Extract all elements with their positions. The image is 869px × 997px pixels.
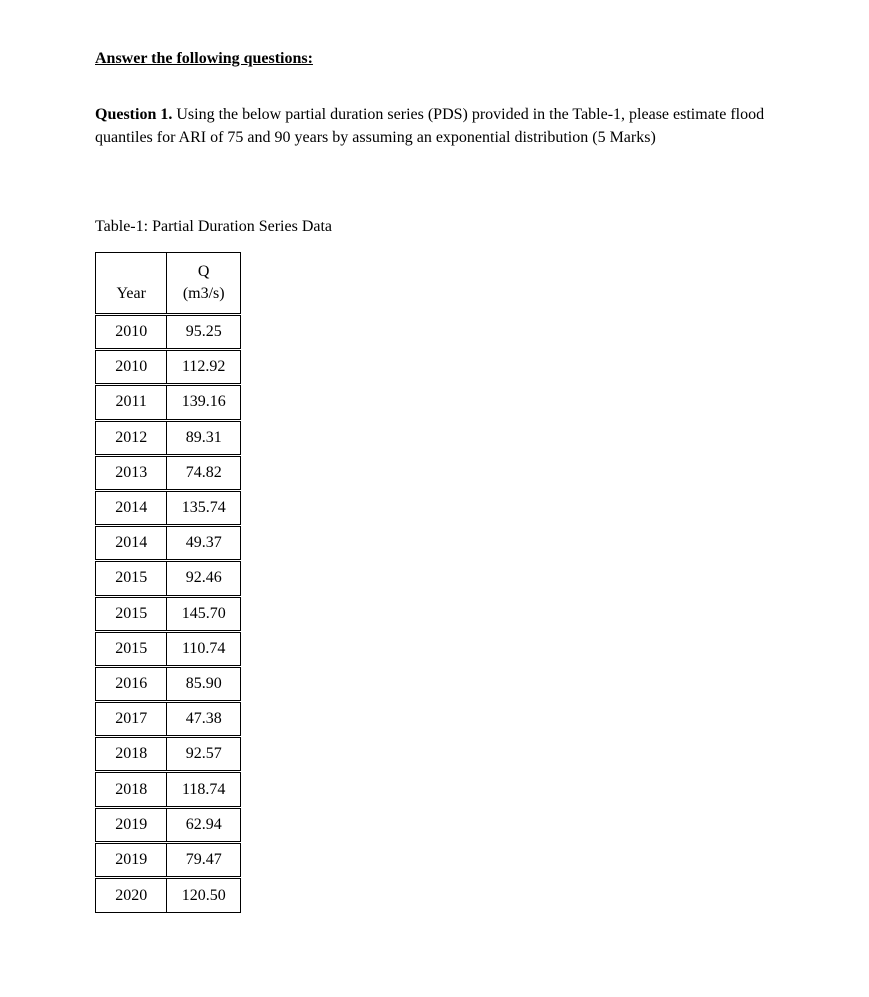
cell-year: 2015 (96, 596, 167, 631)
cell-year: 2020 (96, 878, 167, 913)
table-row (96, 666, 241, 701)
cell-year: 2015 (96, 631, 167, 666)
table-row (96, 702, 241, 737)
cell-q: 74.82 (167, 455, 241, 490)
table-row (96, 490, 241, 525)
cell-year: 2018 (96, 737, 167, 772)
cell-year: 2019 (96, 842, 167, 877)
cell-q: 135.74 (167, 490, 241, 525)
cell-year: 2016 (96, 666, 167, 701)
table-row (96, 526, 241, 561)
cell-q: 92.46 (167, 561, 241, 596)
table-row (96, 772, 241, 807)
cell-year: 2014 (96, 526, 167, 561)
question-1 (95, 104, 785, 149)
table-row (96, 420, 241, 455)
cell-year: 2018 (96, 772, 167, 807)
table-row (96, 807, 241, 842)
table-row (96, 315, 241, 350)
pds-table (95, 252, 241, 913)
cell-year: 2019 (96, 807, 167, 842)
cell-q: 89.31 (167, 420, 241, 455)
cell-year: 2013 (96, 455, 167, 490)
header-year (96, 253, 167, 315)
cell-q: 112.92 (167, 350, 241, 385)
cell-year: 2017 (96, 702, 167, 737)
table-row (96, 631, 241, 666)
pds-table-body (96, 253, 241, 913)
cell-q: 139.16 (167, 385, 241, 420)
cell-q: 49.37 (167, 526, 241, 561)
table-row (96, 596, 241, 631)
cell-q: 85.90 (167, 666, 241, 701)
cell-year: 2015 (96, 561, 167, 596)
cell-year: 2011 (96, 385, 167, 420)
table-row (96, 878, 241, 913)
cell-q: 62.94 (167, 807, 241, 842)
header-q-unit: (m3/s) (182, 285, 225, 302)
header-year-label: Year (116, 285, 146, 302)
cell-q: 110.74 (167, 631, 241, 666)
table-row (96, 561, 241, 596)
cell-year: 2010 (96, 350, 167, 385)
cell-q: 120.50 (167, 878, 241, 913)
cell-year: 2014 (96, 490, 167, 525)
cell-q: 47.38 (167, 702, 241, 737)
cell-q: 79.47 (167, 842, 241, 877)
question-1-label: Question 1. (95, 106, 173, 123)
table-caption: Table-1: Partial Duration Series Data (95, 218, 333, 235)
cell-q: 92.57 (167, 737, 241, 772)
cell-year: 2010 (96, 315, 167, 350)
table-row (96, 385, 241, 420)
table-row (96, 350, 241, 385)
header-q-symbol: Q (197, 263, 210, 280)
table-row (96, 455, 241, 490)
page-heading: Answer the following questions: (95, 50, 313, 67)
question-1-text: Using the below partial duration series (PDS) provided in the Table-1, please estimate flood quantiles for ARI of 75 and 90 years by assuming an exponential distribution (5 Marks) (95, 106, 765, 146)
table-header-row (96, 253, 241, 315)
table-row (96, 842, 241, 877)
table-row (96, 737, 241, 772)
cell-q: 145.70 (167, 596, 241, 631)
cell-year: 2012 (96, 420, 167, 455)
cell-q: 95.25 (167, 315, 241, 350)
header-q (167, 253, 241, 315)
cell-q: 118.74 (167, 772, 241, 807)
